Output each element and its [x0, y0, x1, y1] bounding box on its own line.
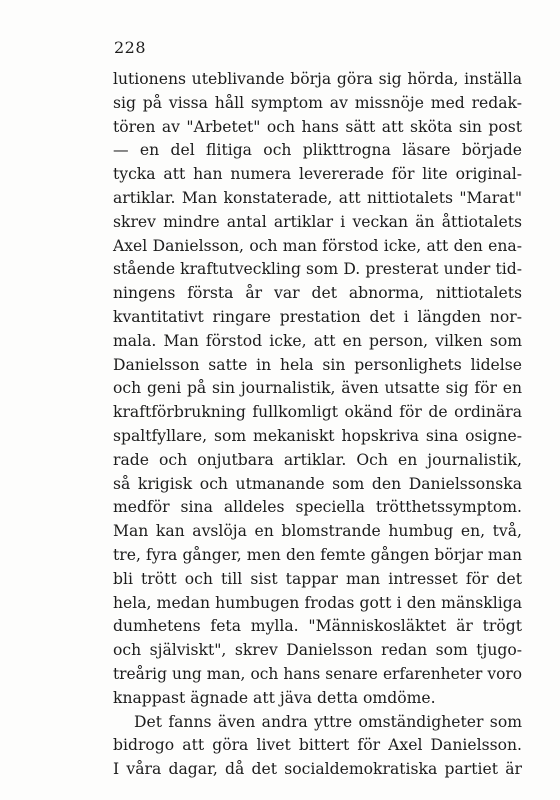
text-line: Axel Danielsson, och man förstod icke, att den ena- [113, 236, 522, 255]
text-line: I våra dagar, då det socialdemokratiska partiet är [113, 760, 522, 779]
text-line: tre, fyra gånger, men den femte gången börjar man [113, 545, 522, 564]
text-line: bli trött och till sist tappar man intresset för det [113, 569, 522, 588]
text-line: tören av "Arbetet" och hans sätt att sköta sin post [113, 117, 522, 136]
text-line: så krigisk och utmanande som den Danielssonska [113, 474, 522, 493]
text-line: — en del flitiga och plikttrogna läsare började [113, 141, 522, 160]
text-line: treårig ung man, och hans senare erfarenheter voro [113, 664, 522, 683]
text-line: hela, medan humbugen frodas gott i den mänskliga [113, 593, 522, 612]
text-line: kvantitativt ringare prestation det i längden nor- [113, 307, 522, 326]
text-line: rade och onjutbara artiklar. Och en journalistik, [113, 450, 522, 469]
text-line: tycka att han numera levererade för lite original- [113, 165, 522, 184]
text-line: skrev mindre antal artiklar i veckan än åttiotalets [113, 212, 522, 231]
page-number: 228 [114, 38, 147, 57]
text-line: dumhetens feta mylla. "Människosläktet är trögt [113, 617, 522, 636]
text-line: Danielsson satte in hela sin personlighets lidelse [113, 355, 522, 374]
text-line: ningens första år var det abnorma, nittiotalets [113, 284, 522, 303]
text-line: sig på vissa håll symptom av missnöje med redak- [113, 93, 522, 112]
text-line: bidrogo att göra livet bittert för Axel Danielsson. [113, 736, 522, 755]
text-line: och geni på sin journalistik, även utsatte sig för en [113, 379, 522, 398]
text-line: stående kraftutveckling som D. presterat under tid- [113, 260, 522, 279]
text-line: spaltfyllare, som mekaniskt hopskriva sina osigne- [113, 426, 522, 445]
text-line: Man kan avslöja en blomstrande humbug en, två, [113, 522, 522, 541]
text-line: medför sina alldeles speciella trötthetssymptom. [113, 498, 522, 517]
text-line: knappast ägnade att jäva detta omdöme. [113, 688, 436, 707]
text-line: artiklar. Man konstaterade, att nittiotalets "Marat" [113, 188, 522, 207]
text-line: kraftförbrukning fullkomligt okänd för de ordinära [113, 403, 522, 422]
text-line: mala. Man förstod icke, att en person, vilken som [113, 331, 522, 350]
body-text [113, 68, 522, 782]
text-line: lutionens uteblivande börja göra sig hörda, inställa [113, 70, 522, 88]
text-line: och själviskt", skrev Danielsson redan som tjugo- [113, 641, 522, 660]
text-line: Det fanns även andra yttre omständigheter som [134, 712, 522, 731]
